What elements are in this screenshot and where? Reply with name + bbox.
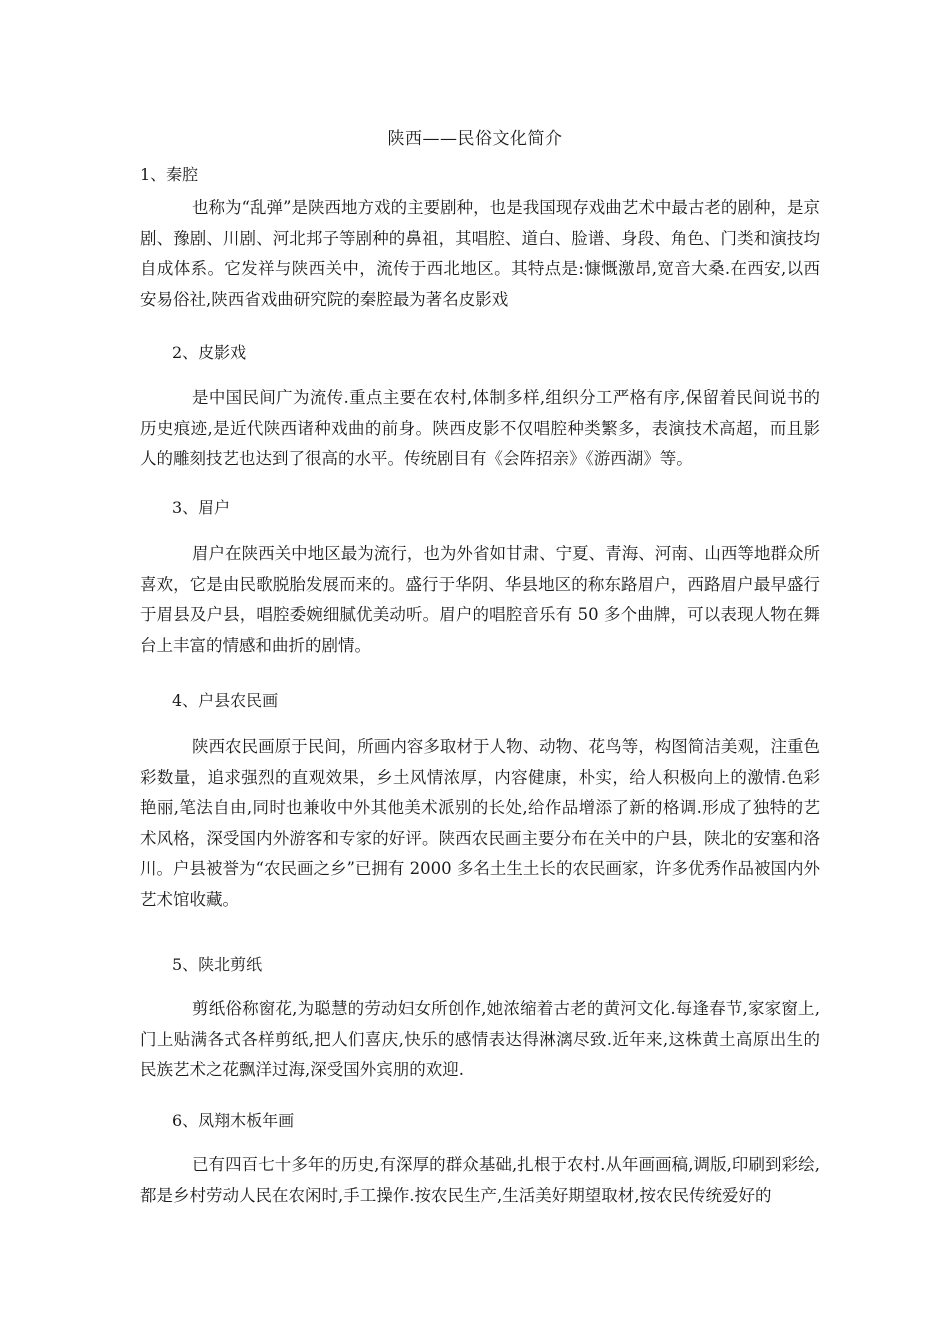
section-heading-qinqiang: 1、秦腔 [140, 165, 199, 184]
section-heading-huxian-painting: 4、户县农民画 [172, 691, 279, 710]
section-heading-paper-cutting: 5、陕北剪纸 [172, 955, 263, 974]
section-heading-meihu: 3、眉户 [172, 498, 231, 517]
section-body-piyingxi: 是中国民间广为流传.重点主要在农村,体制多样,组织分工严格有序,保留着民间说书的历史痕迹,是近代陕西诸种戏曲的前身。陕西皮影不仅唱腔种类繁多，表演技术高超，而且影人的雕刻技艺也达到了很高的水平。传统剧目有《会阵招亲》《游西湖》等。 [140, 388, 820, 468]
document-title: 陕西——民俗文化简介 [387, 129, 563, 149]
section-body-fengxiang-prints: 已有四百七十多年的历史,有深厚的群众基础,扎根于农村.从年画画稿,调版,印刷到彩绘,都是乡村劳动人民在农闲时,手工操作.按农民生产,生活美好期望取材,按农民传统爱好的 [140, 1155, 820, 1205]
section-heading-piyingxi: 2、皮影戏 [172, 343, 247, 362]
section-heading-fengxiang-prints: 6、凤翔木板年画 [172, 1111, 295, 1130]
section-body-qinqiang: 也称为“乱弹”是陕西地方戏的主要剧种，也是我国现存戏曲艺术中最古老的剧种，是京剧、豫剧、川剧、河北邦子等剧种的鼻祖，其唱腔、道白、脸谱、身段、角色、门类和演技均自成体系。它发祥与陕西关中，流传于西北地区。其特点是:慷慨激昂,宽音大桑.在西安,以西安易俗社,陕西省戏曲研究院的秦腔最为著名皮影戏 [140, 198, 820, 309]
section-body-huxian-painting: 陕西农民画原于民间，所画内容多取材于人物、动物、花鸟等，构图简洁美观，注重色彩数量，追求强烈的直观效果，乡土风情浓厚，内容健康，朴实，给人积极向上的激情.色彩艳丽,笔法自由,同时也兼收中外其他美术派别的长处,给作品增添了新的格调.形成了独特的艺术风格，深受国内外游客和专家的好评。陕西农民画主要分布在关中的户县，陕北的安塞和洛川。户县被誉为“农民画之乡”已拥有 2000 多名土生土长的农民画家，许多优秀作品被国内外艺术馆收藏。 [140, 737, 820, 909]
section-body-meihu: 眉户在陕西关中地区最为流行，也为外省如甘肃、宁夏、青海、河南、山西等地群众所喜欢，它是由民歌脱胎发展而来的。盛行于华阴、华县地区的称东路眉户，西路眉户最早盛行于眉县及户县，唱腔委婉细腻优美动听。眉户的唱腔音乐有 50 多个曲牌，可以表现人物在舞台上丰富的情感和曲折的剧情。 [140, 544, 820, 655]
section-body-paper-cutting: 剪纸俗称窗花,为聪慧的劳动妇女所创作,她浓缩着古老的黄河文化.每逢春节,家家窗上,门上贴满各式各样剪纸,把人们喜庆,快乐的感情表达得淋漓尽致.近年来,这株黄土高原出生的民族艺术之花飘洋过海,深受国外宾朋的欢迎. [140, 999, 820, 1079]
